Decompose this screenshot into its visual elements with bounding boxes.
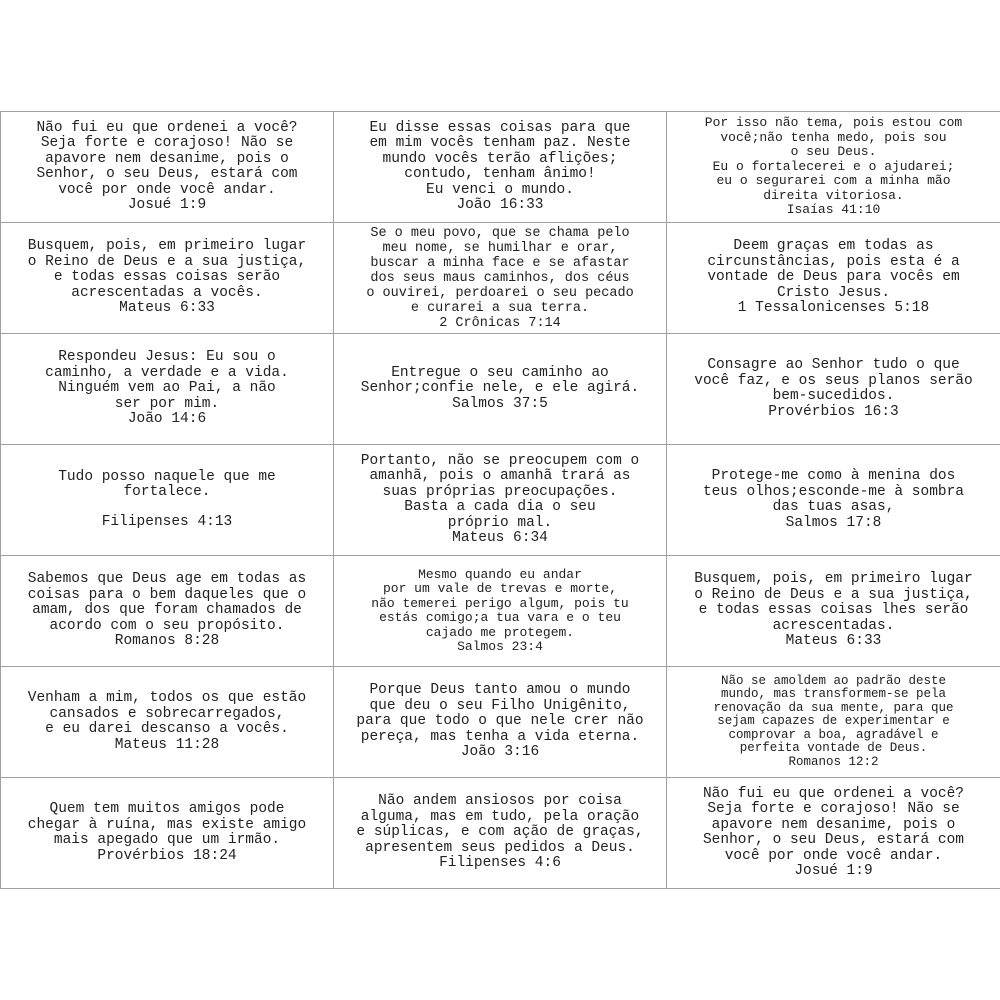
verse-card <box>334 556 667 667</box>
verse-reference: João 14:6 <box>127 411 207 428</box>
verse-card <box>334 445 667 556</box>
verse-reference: 1 Tessalonicenses 5:18 <box>737 300 930 317</box>
verse-reference: 2 Crônicas 7:14 <box>439 315 561 331</box>
verse-text: Por isso não tema, pois estou com você;não tenha medo, pois sou o seu Deus. Eu o fortalecerei e o ajudarei; eu o segurarei com a minha mão direita vitoriosa. <box>704 115 963 203</box>
verse-card <box>1 223 334 334</box>
verse-reference: Josué 1:9 <box>127 197 207 213</box>
verse-card <box>667 445 1000 556</box>
verse-card <box>1 667 334 778</box>
verse-text: Mesmo quando eu andar por um vale de trevas e morte, não temerei perigo algum, pois tu estás comigo;a tua vara e o teu cajado me protegem. <box>371 566 629 640</box>
verse-card <box>334 667 667 778</box>
verse-text: Deem graças em todas as circunstâncias, pois esta é a vontade de Deus para vocês em Cristo Jesus. <box>707 238 960 301</box>
verse-reference: Mateus 6:33 <box>785 633 882 650</box>
verse-card <box>334 778 667 889</box>
verse-text: Tudo posso naquele que me fortalece. <box>58 468 276 501</box>
verse-reference: Salmos 37:5 <box>452 395 548 412</box>
verse-card <box>1 112 334 223</box>
verse-card <box>334 334 667 445</box>
verse-card <box>667 112 1000 223</box>
verse-reference: Filipenses 4:6 <box>439 855 561 872</box>
verse-reference: Provérbios 18:24 <box>97 847 237 864</box>
verse-text: Quem tem muitos amigos pode chegar à ruína, mas existe amigo mais apegado que um irmão. <box>27 801 307 848</box>
verse-text: Respondeu Jesus: Eu sou o caminho, a verdade e a vida. Ninguém vem ao Pai, a não ser por mim. <box>45 349 289 412</box>
verse-reference: Josué 1:9 <box>794 863 873 879</box>
verse-text: Portanto, não se preocupem com o amanhã, pois o amanhã trará as suas próprias preocupações. Basta a cada dia o seu próprio mal. <box>360 452 640 531</box>
verse-card <box>667 556 1000 667</box>
verse-text: Busquem, pois, em primeiro lugar o Reino de Deus e a sua justiça, e todas essas coisas serão acrescentadas a vocês. <box>27 238 307 301</box>
verse-text: Se o meu povo, que se chama pelo meu nome, se humilhar e orar, buscar a minha face e se afastar dos seus maus caminhos, dos céus o ouvirei, perdoarei o seu pecado e curarei a sua terra. <box>366 225 634 316</box>
verse-reference: Filipenses 4:13 <box>101 513 233 530</box>
verse-reference: Provérbios 16:3 <box>768 403 899 420</box>
verse-text: Venham a mim, todos os que estão cansados e sobrecarregados, e eu darei descanso a vocês. <box>27 690 307 737</box>
verse-reference: Salmos 23:4 <box>457 639 543 654</box>
verse-text: Não fui eu que ordenei a você? Seja forte e corajoso! Não se apavore nem desanime, pois o Senhor, o seu Deus, estará com você por onde você andar. <box>702 785 965 864</box>
verse-card <box>334 112 667 223</box>
verse-text: Protege-me como à menina dos teus olhos;esconde-me à sombra das tuas asas, <box>702 468 965 515</box>
verse-card <box>1 445 334 556</box>
verse-reference: Romanos 12:2 <box>788 754 879 769</box>
verse-card <box>1 556 334 667</box>
verse-text: Consagre ao Senhor tudo o que você faz, e os seus planos serão bem-sucedidos. <box>694 357 973 404</box>
verse-text: Não se amoldem ao padrão deste mundo, mas transformem-se pela renovação da sua mente, para que sejam capazes de experimentar e comprovar a boa, agradável e perfeita vontade de Deus. <box>713 673 954 756</box>
verse-reference: João 3:16 <box>460 744 540 761</box>
verse-reference: Mateus 6:34 <box>452 530 548 546</box>
verse-reference: João 16:33 <box>456 197 544 213</box>
verse-card <box>667 778 1000 889</box>
verse-card <box>1 778 334 889</box>
verse-reference: Salmos 17:8 <box>785 514 882 531</box>
verse-reference: Isaías 41:10 <box>786 202 881 218</box>
verse-card <box>1 334 334 445</box>
verse-text: Busquem, pois, em primeiro lugar o Reino de Deus e a sua justiça, e todas essas coisas lhes serão acrescentadas. <box>694 571 973 634</box>
verse-text: Não fui eu que ordenei a você? Seja forte e corajoso! Não se apavore nem desanime, pois o Senhor, o seu Deus, estará com você por onde você andar. <box>36 119 298 198</box>
verse-text: Porque Deus tanto amou o mundo que deu o seu Filho Unigênito, para que todo o que nele crer não pereça, mas tenha a vida eterna. <box>356 682 644 745</box>
verse-card <box>667 667 1000 778</box>
verse-reference: Romanos 8:28 <box>114 633 220 650</box>
verse-reference: Mateus 11:28 <box>114 736 220 753</box>
verse-text: Eu disse essas coisas para que em mim vocês tenham paz. Neste mundo vocês terão aflições; contudo, tenham ânimo! Eu venci o mundo. <box>369 119 631 198</box>
verse-card <box>667 334 1000 445</box>
verse-text: Não andem ansiosos por coisa alguma, mas em tudo, pela oração e súplicas, e com ação de graças, apresentem seus pedidos a Deus. <box>356 793 644 856</box>
verse-card <box>334 223 667 334</box>
verse-text: Sabemos que Deus age em todas as coisas para o bem daqueles que o amam, dos que foram chamados de acordo com o seu propósito. <box>27 571 307 634</box>
verse-text: Entregue o seu caminho ao Senhor;confie nele, e ele agirá. <box>360 364 640 397</box>
verse-reference: Mateus 6:33 <box>119 300 215 317</box>
verse-card-sheet <box>0 111 1000 889</box>
verse-card <box>667 223 1000 334</box>
